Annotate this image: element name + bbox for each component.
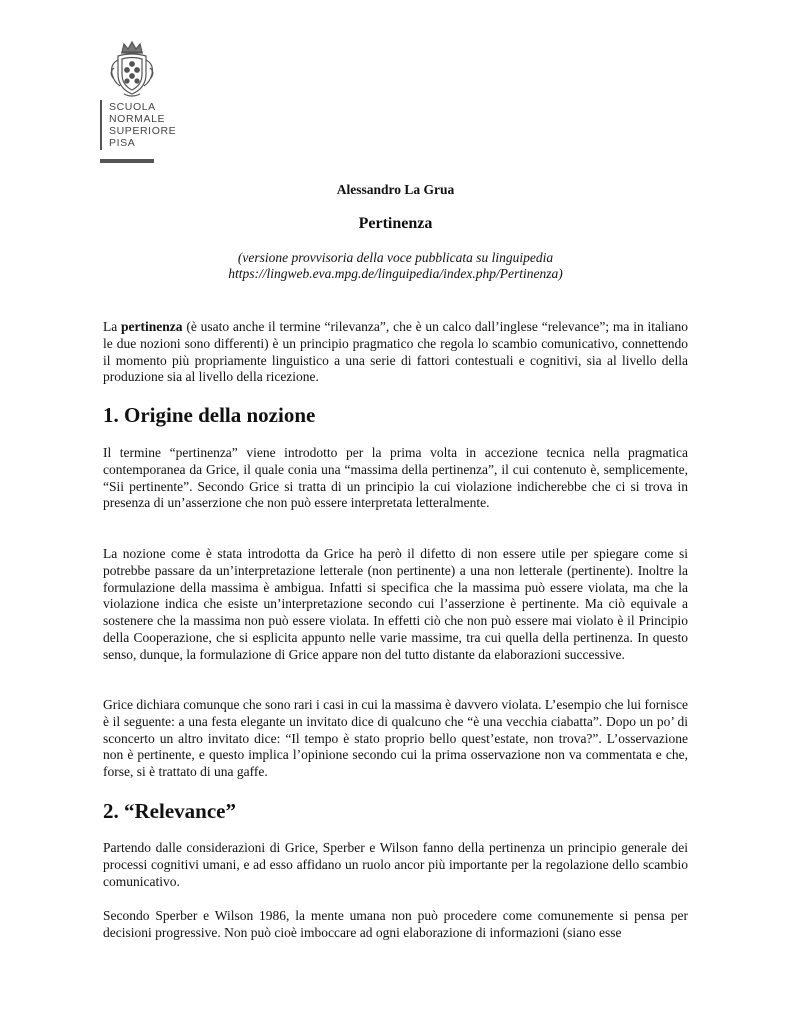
intro-paragraph [103, 319, 688, 386]
intro-term: pertinenza [121, 319, 183, 334]
section-2-paragraph-2 [103, 908, 688, 942]
section-1-heading: 1. Origine della nozione [103, 403, 316, 427]
intro-before: La [103, 319, 122, 334]
document-title: Pertinenza [358, 215, 433, 232]
logo-line: SCUOLA [109, 101, 156, 113]
logo-divider [100, 100, 102, 150]
logo-wordmark [109, 101, 176, 149]
document-subtitle [0, 250, 791, 282]
logo-line: NORMALE [109, 113, 166, 125]
logo-line: PISA [109, 137, 136, 149]
subtitle-line: (versione provvisoria della voce pubblicata su linguipedia [237, 250, 554, 265]
section-2-paragraph-1 [103, 840, 688, 890]
intro-after: (è usato anche il termine “rilevanza”, che è un calco dall’inglese “relevance”; ma in italiano le due nozioni sono differenti) è un principio pragmatico che regola lo scambio comunicativo, connettendo il momento più propriamente linguistico a una serie di fattori contestuali e cognitivi, sia al livello della produzione sia al livello della ricezione. [103, 319, 688, 385]
subtitle-url: https://lingweb.eva.mpg.de/linguipedia/index.php/Pertinenza) [228, 266, 563, 281]
paragraph-text: La nozione come è stata introdotta da Grice ha però il difetto di non essere utile per spiegare come si potrebbe passare da un’interpretazione letterale (non pertinente) a una non letterale (pertinente). Inoltre la formulazione della massima è ambigua. Infatti si specifica che la massima può essere violata, ma che la violazione indica che esiste un’interpretazione secondo cui l’asserzione è pertinente. Ma ciò equivale a sostenere che la massima non può essere violata. In effetti ciò che non può essere mai violato è il Principio della Cooperazione, che si esplicita appunto nelle varie massime, tra cui quella della pertinenza. In questo senso, dunque, la formulazione di Grice appare non del tutto distante da elaborazioni successive. [103, 546, 688, 662]
section-2-heading: 2. “Relevance” [103, 799, 236, 823]
section-1-paragraph-1 [103, 445, 688, 512]
section-1-paragraph-3 [103, 697, 688, 781]
paragraph-text: Il termine “pertinenza” viene introdotto per la prima volta in accezione tecnica nella pragmatica contemporanea da Grice, il quale conia una “massima della pertinenza”, il cui contenuto è, semplicemente, “Sii pertinente”. Secondo Grice si tratta di un principio la cui violazione indicherebbe che ci si trova in presenza di un’asserzione che non può essere interpretata letteralmente. [103, 445, 688, 511]
crest-icon [104, 38, 160, 100]
paragraph-text: Secondo Sperber e Wilson 1986, la mente umana non può procedere come comunemente si pensa per decisioni progressive. Non può cioè imboccare ad ogni elaborazione di informazioni (siano esse [103, 908, 688, 940]
section-1-paragraph-2 [103, 546, 688, 664]
paragraph-text: Grice dichiara comunque che sono rari i casi in cui la massima è davvero violata. L’esempio che lui fornisce è il seguente: a una festa elegante un invitato dice di qualcuno che “è una vecchia ciabatta”. Dopo un po’ di sconcerto un altro invitato dice: “Il tempo è stato proprio bello quest’estate, non trova?”. L’osservazione non è pertinente, e questo implica l’opinione secondo cui la prima osservazione non va commentata e che, forse, si è trattato di una gaffe. [103, 697, 688, 780]
logo-line: SUPERIORE [109, 125, 177, 137]
logo-underline [100, 159, 154, 163]
paragraph-text: Partendo dalle considerazioni di Grice, Sperber e Wilson fanno della pertinenza un principio generale dei processi cognitivi umani, e ad esso affidano un ruolo ancor più importante per la regolazione dello scambio comunicativo. [103, 840, 688, 889]
author-name: Alessandro La Grua [336, 182, 455, 197]
